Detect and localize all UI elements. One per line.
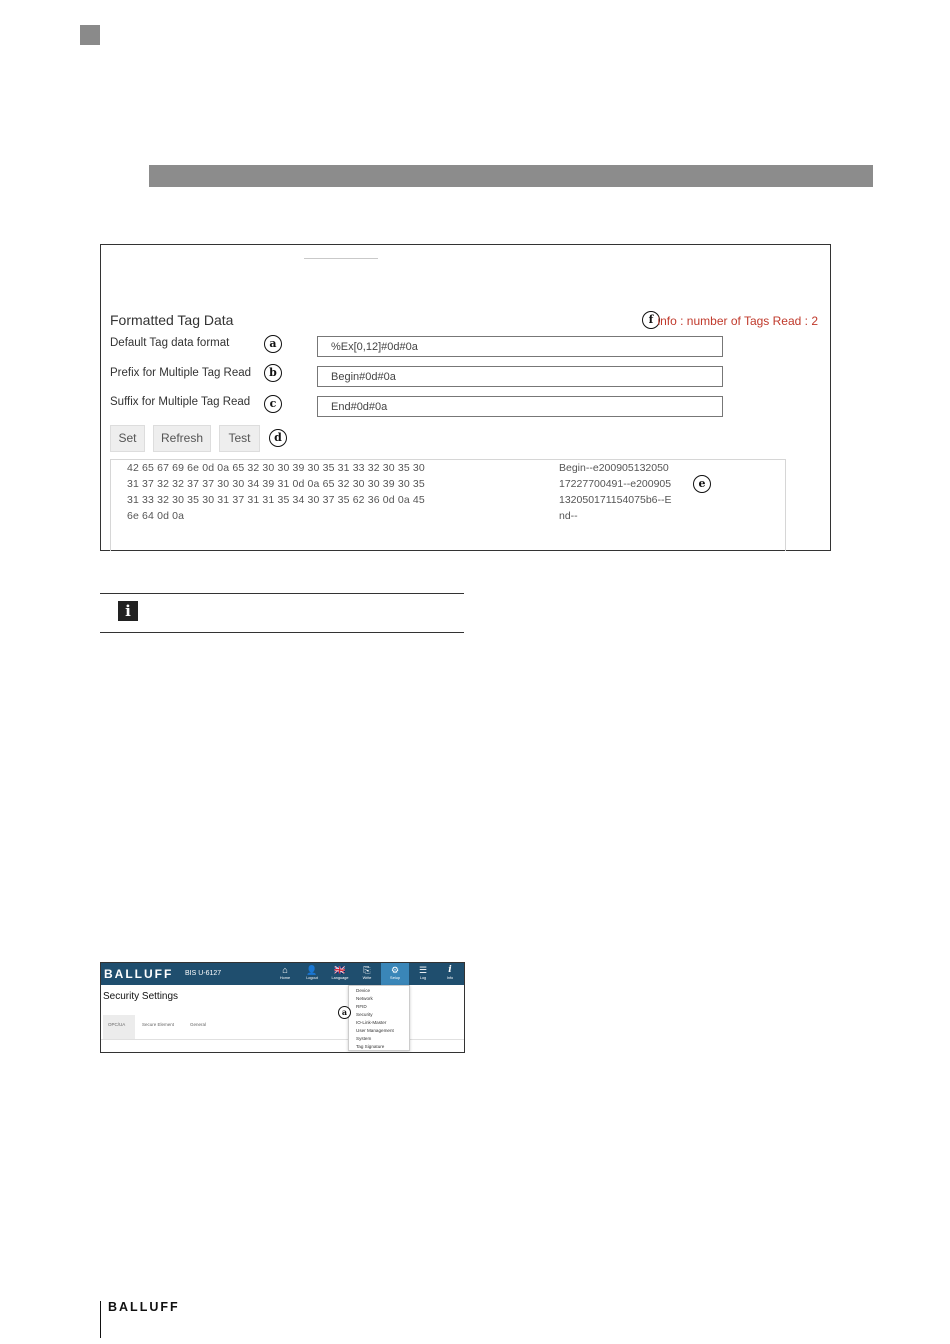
tags-read-info: info : number of Tags Read : 2: [657, 314, 818, 328]
menu-item[interactable]: Tag Signature: [356, 1044, 385, 1049]
info-icon: i: [118, 601, 138, 621]
nav-logout[interactable]: [299, 963, 325, 985]
hex-line: 6e 64 0d 0a: [127, 510, 185, 522]
gear-icon: ⚙: [390, 965, 400, 975]
formatted-tag-data-screenshot: [100, 244, 831, 551]
brand-logo: BALLUFF: [104, 967, 174, 981]
nav-label: Setup: [390, 976, 400, 980]
write-icon: ⎘: [363, 965, 371, 975]
ascii-line: 132050171154075b6--E: [559, 494, 672, 506]
uk-flag-icon: 🇬🇧: [334, 965, 346, 975]
nav-label: Logout: [306, 976, 318, 980]
corner-square: [80, 25, 100, 45]
device-name: BIS U-6127: [185, 970, 222, 977]
marker-a: a: [264, 335, 282, 353]
test-button[interactable]: Test: [219, 425, 260, 452]
nav-label: Home: [279, 976, 291, 980]
marker-a: a: [338, 1006, 351, 1019]
default-format-label: Default Tag data format: [110, 337, 230, 349]
section-header-bar: [149, 165, 873, 187]
menu-item[interactable]: Device: [356, 988, 371, 993]
section-title: Formatted Tag Data: [110, 312, 234, 328]
tab-underline: [304, 258, 378, 259]
tab-divider: [101, 1039, 465, 1040]
marker-f: f: [642, 311, 660, 329]
nav-setup[interactable]: [381, 963, 409, 985]
nav-label: Info: [446, 976, 454, 980]
menu-item[interactable]: Network: [356, 996, 373, 1001]
nav-home[interactable]: [272, 963, 298, 985]
refresh-button[interactable]: Refresh: [153, 425, 211, 452]
suffix-label: Suffix for Multiple Tag Read: [110, 396, 251, 408]
marker-e: e: [693, 475, 711, 493]
user-icon: 👤: [306, 965, 318, 975]
tab-secure-element[interactable]: Secure Element: [142, 1022, 175, 1027]
ascii-line: Begin--e200905132050: [559, 462, 669, 474]
set-button[interactable]: Set: [110, 425, 145, 452]
setup-dropdown-menu: [348, 985, 410, 1051]
info-icon: i: [448, 965, 452, 975]
nav-info[interactable]: [437, 963, 463, 985]
nav-label: Language: [331, 976, 349, 980]
suffix-input[interactable]: End#0d#0a: [317, 396, 723, 417]
security-settings-screenshot: [100, 962, 465, 1053]
prefix-input[interactable]: Begin#0d#0a: [317, 366, 723, 387]
ascii-line: 17227700491--e200905: [559, 478, 672, 490]
nav-log[interactable]: [410, 963, 436, 985]
home-icon: ⌂: [282, 965, 288, 975]
menu-item[interactable]: IO-Link-Master: [356, 1020, 387, 1025]
note-top-rule: [100, 593, 464, 594]
ascii-line: nd--: [559, 510, 578, 522]
note-bottom-rule: [100, 632, 464, 633]
tab-opcua[interactable]: OPC/UA: [103, 1015, 135, 1039]
menu-item[interactable]: RFID: [356, 1004, 367, 1009]
hex-line: 31 37 32 32 37 37 30 30 34 39 31 0d 0a 65 32 30 30 39 30 35: [127, 478, 425, 490]
nav-write[interactable]: [354, 963, 380, 985]
log-icon: ☰: [418, 965, 428, 975]
footer-logo: BALLUFF: [108, 1300, 180, 1314]
menu-item[interactable]: System: [356, 1036, 372, 1041]
nav-label: Log: [419, 976, 427, 980]
nav-language[interactable]: [327, 963, 353, 985]
tab-general[interactable]: General: [190, 1022, 207, 1027]
top-navbar: [101, 963, 465, 985]
hex-line: 31 33 32 30 35 30 31 37 31 31 35 34 30 37 35 62 36 0d 0a 45: [127, 494, 425, 506]
marker-b: b: [264, 364, 282, 382]
prefix-label: Prefix for Multiple Tag Read: [110, 367, 252, 379]
default-format-input[interactable]: %Ex[0,12]#0d#0a: [317, 336, 723, 357]
hex-line: 42 65 67 69 6e 0d 0a 65 32 30 30 39 30 35 31 33 32 30 35 30: [127, 462, 425, 474]
menu-item-security[interactable]: Security: [356, 1012, 373, 1017]
footer-rule: [100, 1301, 101, 1338]
marker-c: c: [264, 395, 282, 413]
nav-label: Write: [362, 976, 372, 980]
menu-item[interactable]: User Management: [356, 1028, 394, 1033]
marker-d: d: [269, 429, 287, 447]
page-title: Security Settings: [103, 991, 179, 1002]
